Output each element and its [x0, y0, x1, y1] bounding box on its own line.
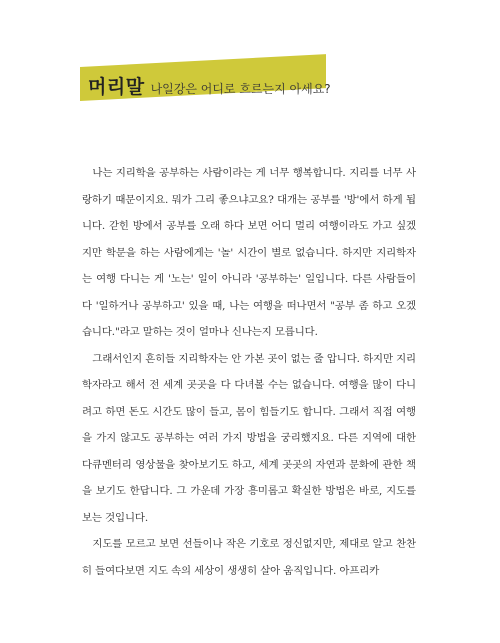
body-text [82, 160, 416, 584]
paragraph-2: 그래서인지 흔히들 지리학자는 안 가본 곳이 없는 줄 압니다. 하지만 지리학자라고 해서 전 세계 곳곳을 다 다녀볼 수는 없습니다. 여행을 많이 다니려고 하면 돈도 시간도 많이 들고, 몸이 힘들기도 합니다. 그래서 직접 여행을 가지 않고도 공부하는 여러 가지 방법을 궁리했지요. 다른 지역에 대한 다큐멘터리 영상물을 찾아보기도 하고, 세계 곳곳의 자연과 문화에 관한 책을 보기도 한답니다. 그 가운데 가장 흥미롭고 확실한 방법은 바로, 지도를 보는 것입니다. [82, 352, 416, 524]
section-subtitle: 나일강은 어디로 흐르는지 아세요? [150, 82, 331, 96]
section-label: 머리말 [88, 76, 145, 98]
paragraph-1: 나는 지리학을 공부하는 사람이라는 게 너무 행복합니다. 지리를 너무 사랑하기 때문이지요. 뭐가 그리 좋으냐고요? 대개는 공부를 '방'에서 하게 됩니다. 갇힌 방에서 공부를 오래 하다 보면 어디 멀리 여행이라도 가고 싶겠지만 학문을 하는 사람에게는 '놀' 시간이 별로 없습니다. 하지만 지리학자는 여행 다니는 게 '노는' 일이 아니라 '공부하는' 일입니다. 다른 사람들이 다 '일하거나 공부하고' 있을 때, 나는 여행을 떠나면서 "공부 좀 하고 오겠습니다."라고 말하는 것이 얼마나 신나는지 모릅니다. [82, 167, 416, 338]
header [88, 72, 331, 99]
paragraph-3: 지도를 모르고 보면 선들이나 작은 기호로 정신없지만, 제대로 알고 찬찬히 들여다보면 지도 속의 세상이 생생히 살아 움직입니다. 아프리카 [82, 538, 416, 577]
